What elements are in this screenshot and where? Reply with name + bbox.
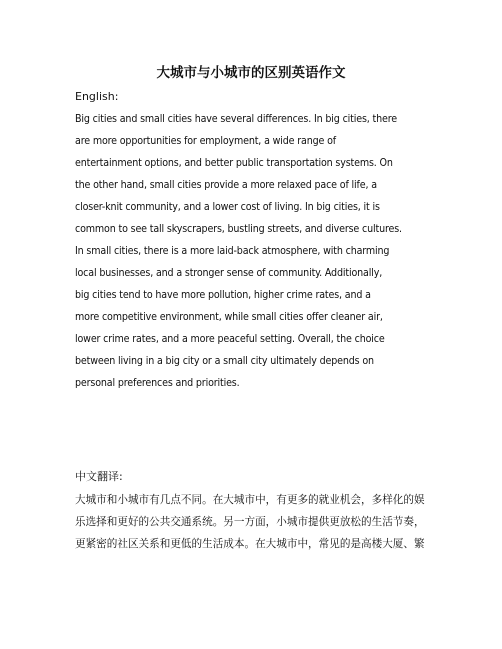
chinese-section-label: 中文翻译: — [75, 470, 123, 483]
english-paragraph-line: the other hand, small cities provide a more relaxed pace of life, a — [75, 179, 377, 191]
english-paragraph-line: big cities tend to have more pollution, higher crime rates, and a — [75, 289, 371, 301]
english-paragraph-line: In small cities, there is a more laid-back atmosphere, with charming — [75, 245, 390, 257]
chinese-paragraph-line: 乐选择和更好的公共交通系统。另一方面，小城市提供更放松的生活节奏， — [75, 516, 425, 528]
english-section-label: English: — [75, 90, 119, 103]
chinese-paragraph-line: 大城市和小城市有几点不同。在大城市中，有更多的就业机会，多样化的娱 — [75, 494, 425, 506]
document-title: 大城市与小城市的区别英语作文 — [156, 65, 346, 81]
english-paragraph-line: common to see tall skyscrapers, bustling streets, and diverse cultures. — [75, 223, 402, 235]
chinese-paragraph-line: 更紧密的社区关系和更低的生活成本。在大城市中，常见的是高楼大厦、繁 — [75, 538, 425, 550]
english-paragraph-line: local businesses, and a stronger sense of community. Additionally, — [75, 267, 383, 279]
english-paragraph-line: closer-knit community, and a lower cost of living. In big cities, it is — [75, 201, 380, 213]
english-paragraph-line: more competitive environment, while small cities offer cleaner air, — [75, 311, 383, 323]
english-paragraph-line: personal preferences and priorities. — [75, 377, 240, 389]
english-paragraph-line: between living in a big city or a small city ultimately depends on — [75, 355, 374, 367]
english-paragraph-line: Big cities and small cities have several differences. In big cities, there — [75, 113, 397, 125]
english-paragraph-line: lower crime rates, and a more peaceful setting. Overall, the choice — [75, 333, 385, 345]
english-paragraph-line: entertainment options, and better public transportation systems. On — [75, 157, 393, 169]
english-paragraph-line: are more opportunities for employment, a wide range of — [75, 135, 336, 147]
